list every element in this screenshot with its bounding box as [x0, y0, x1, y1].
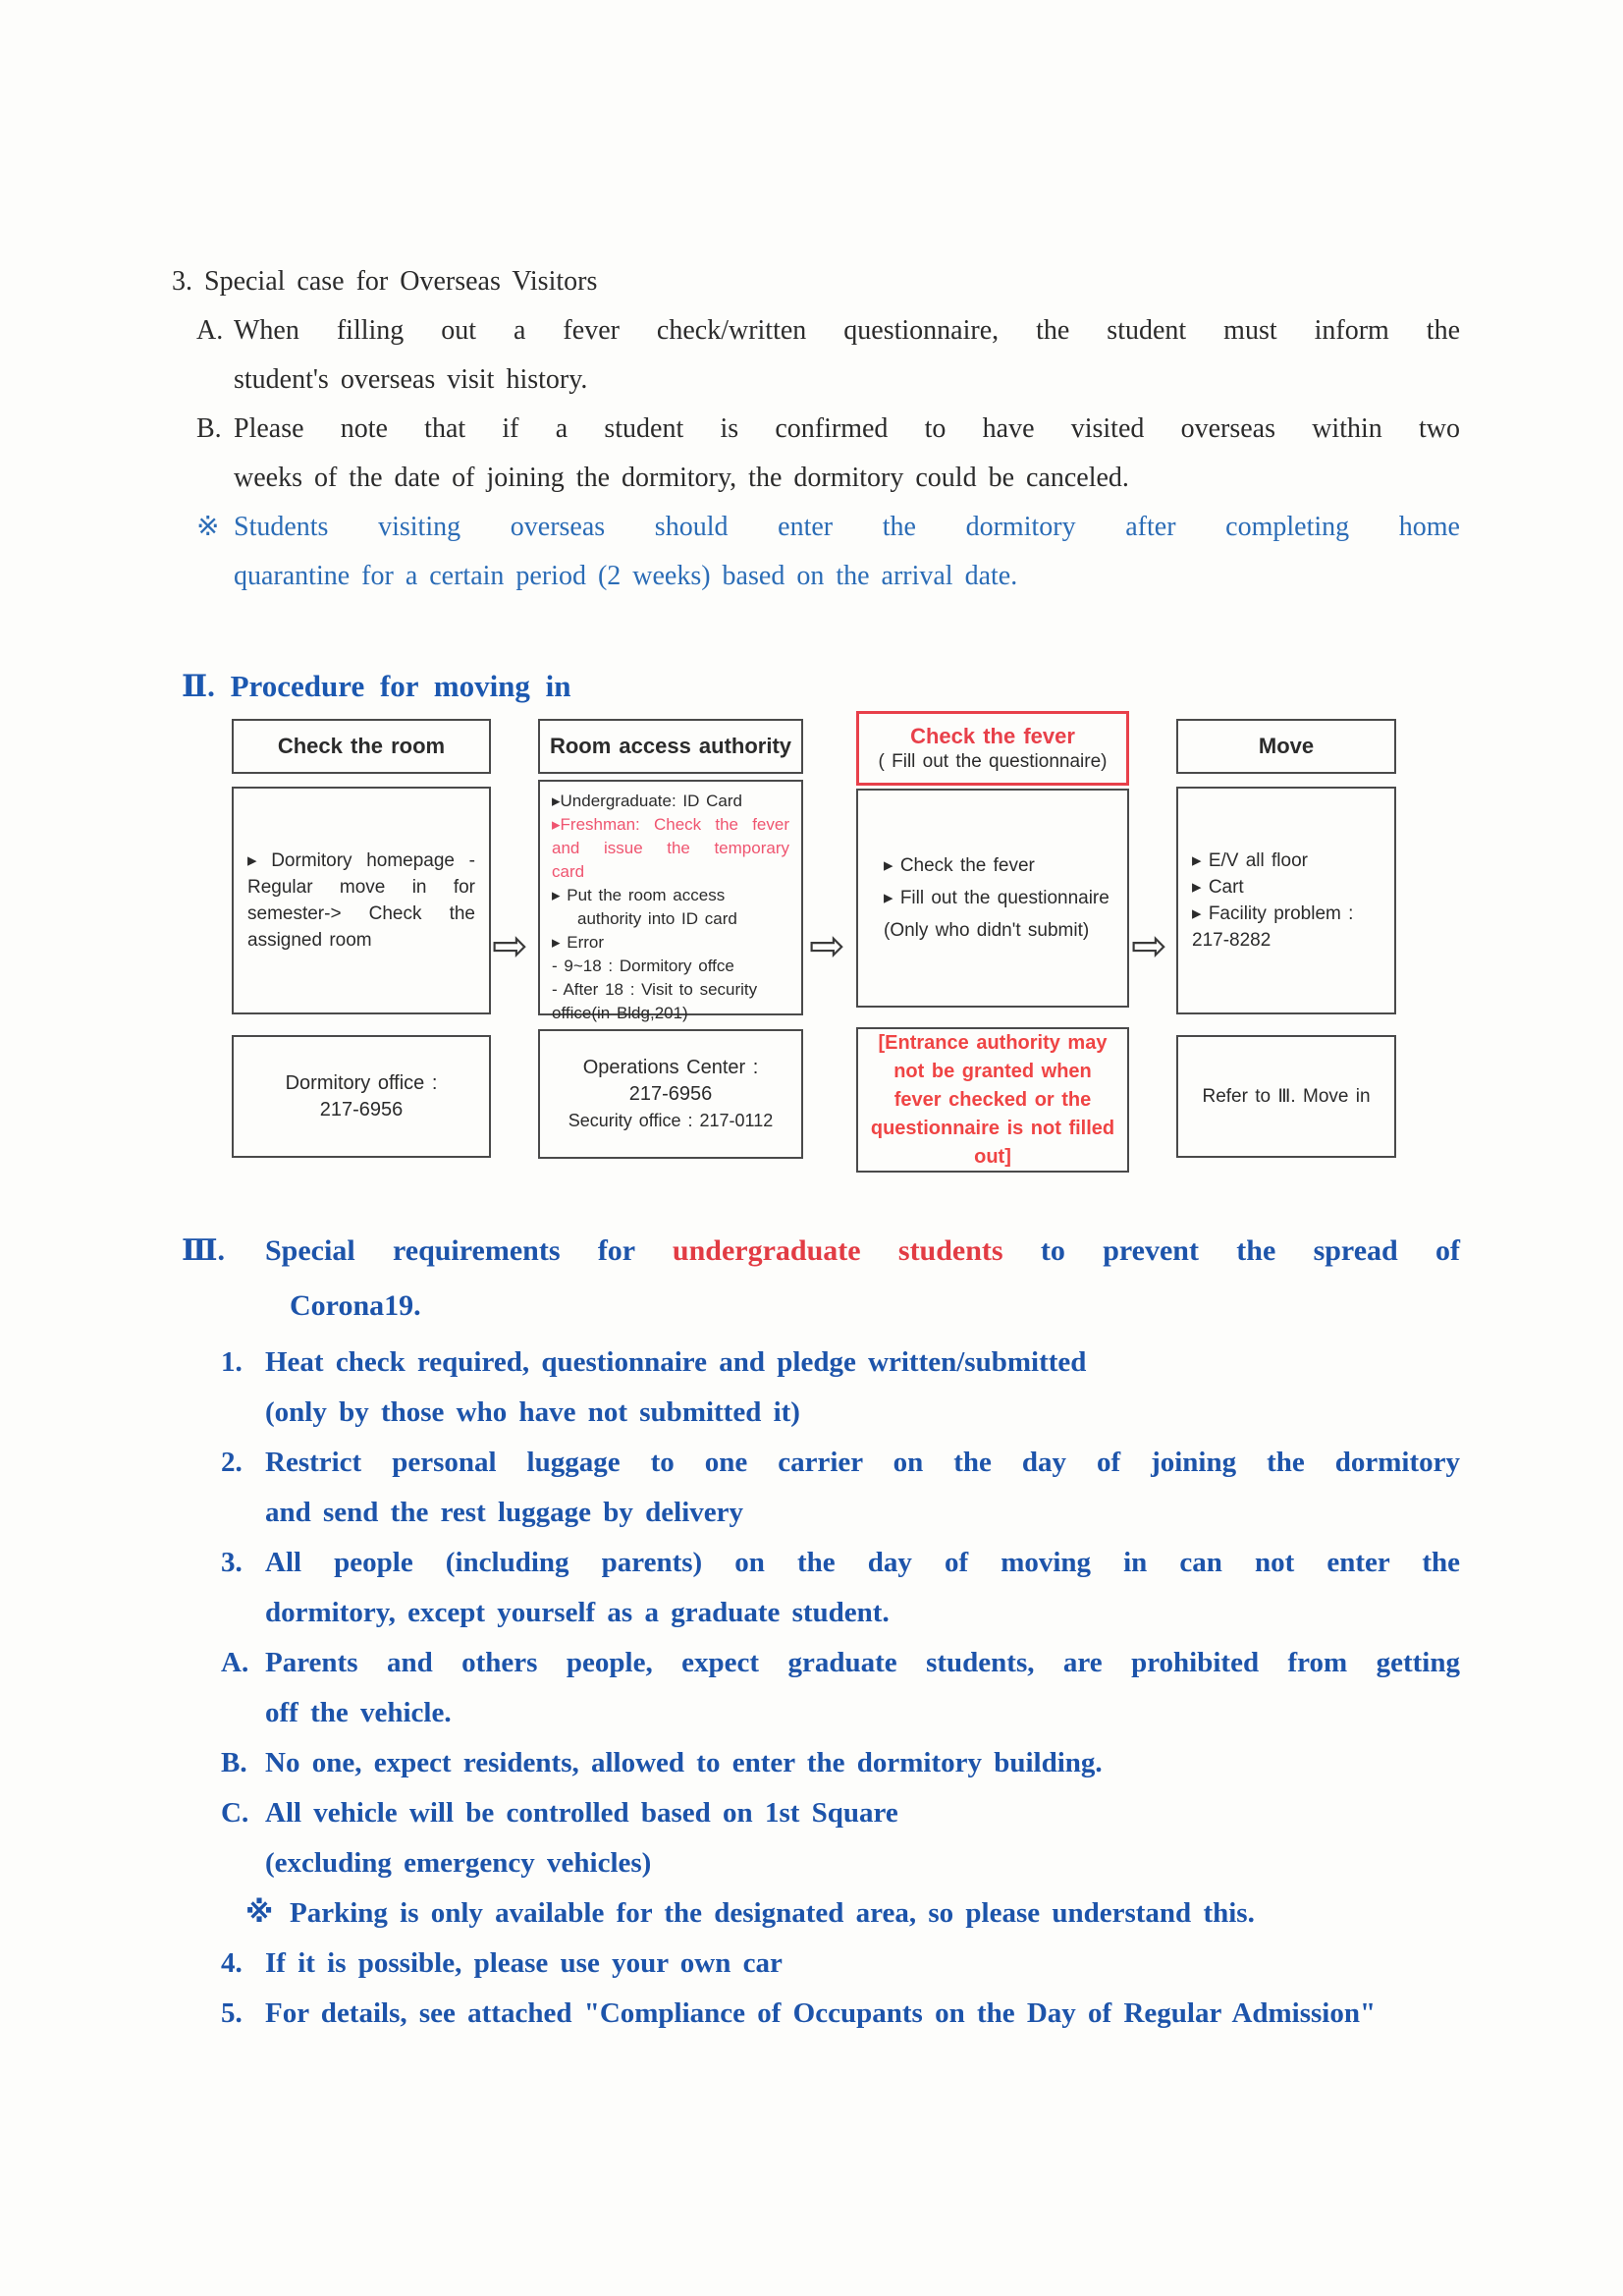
item-label: B.	[221, 1747, 247, 1778]
reference-mark-icon: ※	[196, 512, 220, 542]
item-label: C.	[221, 1797, 249, 1829]
item-a-label: A.	[196, 315, 224, 346]
special-heading	[182, 1224, 1460, 1334]
item-label: 4.	[221, 1947, 243, 1979]
item-line: dormitory, except yourself as a graduate student.	[265, 1597, 890, 1628]
room-access-line: ▸ Put the room access	[552, 886, 726, 904]
flow-arrow-icon: ⇨	[809, 921, 845, 971]
flowchart	[172, 711, 1460, 1175]
special-item-parking-note	[245, 1888, 1460, 1939]
special-item-1	[221, 1338, 1460, 1438]
special-item-a	[221, 1638, 1460, 1738]
flow-header-room-access-label: Room access authority	[549, 734, 792, 758]
room-access-line: - After 18 : Visit to security	[552, 980, 758, 999]
item-line: No one, expect residents, allowed to enter the dormitory building.	[265, 1747, 1103, 1778]
flow-header-check-room	[232, 719, 491, 774]
security-office-phone: Security office : 217-0112	[568, 1110, 774, 1130]
section-special-requirements	[182, 1224, 1460, 2039]
flow-content-move	[1176, 787, 1396, 1014]
check-fever-line: ▸ Check the fever	[884, 855, 1035, 876]
item-line: Parents and others people, expect graduate students, are prohibited from getting	[265, 1647, 1460, 1678]
section-overseas	[172, 257, 1460, 601]
special-item-5	[221, 1989, 1460, 2039]
item-b-line-2: weeks of the date of joining the dormitory, the dormitory could be canceled.	[234, 463, 1129, 493]
item-label: A.	[221, 1647, 249, 1678]
flow-header-check-fever-line2: ( Fill out the questionnaire)	[878, 750, 1108, 772]
special-item-2	[221, 1438, 1460, 1538]
special-heading-line-2: Corona19.	[290, 1289, 421, 1322]
special-item-c	[221, 1788, 1460, 1888]
room-access-line: ▸ Error	[552, 933, 605, 952]
item-line: (excluding emergency vehicles)	[265, 1847, 652, 1879]
item-label: 3.	[221, 1547, 243, 1578]
item-line: All people (including parents) on the day of moving in can not enter the	[265, 1547, 1460, 1578]
flow-header-move-label: Move	[1258, 734, 1315, 758]
item-a-line-2: student's overseas visit history.	[234, 364, 588, 395]
flow-content-check-fever	[856, 789, 1129, 1008]
flow-header-check-fever	[856, 711, 1129, 786]
check-fever-line: ▸ Fill out the questionnaire	[884, 888, 1109, 908]
special-heading-line-1	[265, 1224, 1460, 1279]
refer-move-in-text: Refer to Ⅲ. Move in	[1202, 1086, 1371, 1107]
item-a-line-1: When filling out a fever check/written questionnaire, the student must inform the	[234, 315, 1460, 346]
special-heading-number: Ⅲ.	[182, 1234, 226, 1267]
page-content	[172, 257, 1460, 2039]
item-line: Parking is only available for the designated area, so please understand this.	[290, 1897, 1255, 1929]
special-item-b	[221, 1738, 1460, 1788]
item-b-line-1: Please note that if a student is confirmed to have visited overseas within two	[234, 413, 1460, 444]
check-room-text: ▸ Dormitory homepage - Regular move in for semester-> Check the assigned room	[247, 850, 475, 951]
move-line: ▸ E/V all floor	[1192, 850, 1308, 871]
special-items	[221, 1338, 1460, 2039]
room-access-line: ▸Freshman: Check the fever	[552, 815, 789, 834]
room-access-line: office(in Bldg,201)	[552, 1004, 688, 1022]
reference-mark-icon: ※	[245, 1897, 274, 1929]
operations-center-label: Operations Center :	[582, 1056, 759, 1078]
overseas-item-b	[196, 405, 1460, 503]
dormitory-office-label: Dormitory office :	[285, 1071, 438, 1094]
flow-footer-refer-move-in	[1176, 1035, 1396, 1158]
item-label: 5.	[221, 1997, 243, 2029]
flow-header-move	[1176, 719, 1396, 774]
item-line: and send the rest luggage by delivery	[265, 1497, 744, 1528]
move-line: ▸ Facility problem : 217-8282	[1192, 903, 1354, 951]
heading-text-pre: Special requirements for	[265, 1234, 673, 1267]
special-item-4	[221, 1939, 1460, 1989]
note-line-2: quarantine for a certain period (2 weeks) based on the arrival date.	[234, 561, 1018, 591]
flow-footer-entrance-warning	[856, 1027, 1129, 1173]
item-label: 1.	[221, 1346, 243, 1378]
check-fever-line: (Only who didn't submit)	[884, 920, 1090, 941]
flow-header-room-access	[538, 719, 803, 774]
item-label: 2.	[221, 1447, 243, 1478]
item-line: (only by those who have not submitted it)	[265, 1396, 800, 1428]
flow-footer-operations-center	[538, 1029, 803, 1159]
operations-center-phone: 217-6956	[628, 1082, 713, 1105]
flow-footer-dormitory-office	[232, 1035, 491, 1158]
procedure-heading: Ⅱ. Procedure for moving in	[182, 669, 571, 703]
room-access-line: ▸Undergraduate: ID Card	[552, 792, 742, 810]
special-item-3	[221, 1538, 1460, 1638]
heading-text-red: undergraduate students	[672, 1234, 1003, 1267]
item-line: All vehicle will be controlled based on 1st Square	[265, 1797, 898, 1829]
overseas-heading: 3. Special case for Overseas Visitors	[172, 266, 598, 297]
item-line: Restrict personal luggage to one carrier on the day of joining the dormitory	[265, 1447, 1460, 1478]
dormitory-office-phone: 217-6956	[319, 1098, 404, 1121]
item-line: Heat check required, questionnaire and pledge written/submitted	[265, 1346, 1087, 1378]
room-access-line: authority into ID card	[577, 909, 737, 928]
item-line: For details, see attached "Compliance of Occupants on the Day of Regular Admission"	[265, 1997, 1377, 2029]
flow-arrow-icon: ⇨	[492, 921, 528, 971]
item-line: off the vehicle.	[265, 1697, 452, 1728]
flow-header-check-fever-line1: Check the fever	[910, 724, 1075, 749]
entrance-warning-text: [Entrance authority may not be granted when fever checked or the questionnaire is not filled out]	[870, 1031, 1115, 1168]
room-access-line: and issue the temporary	[552, 839, 789, 857]
overseas-item-a	[196, 306, 1460, 405]
flow-content-check-room	[232, 787, 491, 1014]
item-b-label: B.	[196, 413, 222, 444]
flow-header-check-room-label: Check the room	[277, 734, 446, 758]
room-access-line: - 9~18 : Dormitory offce	[552, 957, 734, 975]
move-line: ▸ Cart	[1192, 877, 1244, 898]
overseas-note	[196, 503, 1460, 601]
note-line-1: Students visiting overseas should enter the dormitory after completing home	[234, 512, 1460, 542]
flow-content-room-access	[538, 780, 803, 1022]
heading-text-post: to prevent the spread of	[1002, 1234, 1460, 1267]
flow-arrow-icon: ⇨	[1131, 921, 1167, 971]
item-line: If it is possible, please use your own car	[265, 1947, 783, 1979]
room-access-line: card	[552, 862, 585, 881]
